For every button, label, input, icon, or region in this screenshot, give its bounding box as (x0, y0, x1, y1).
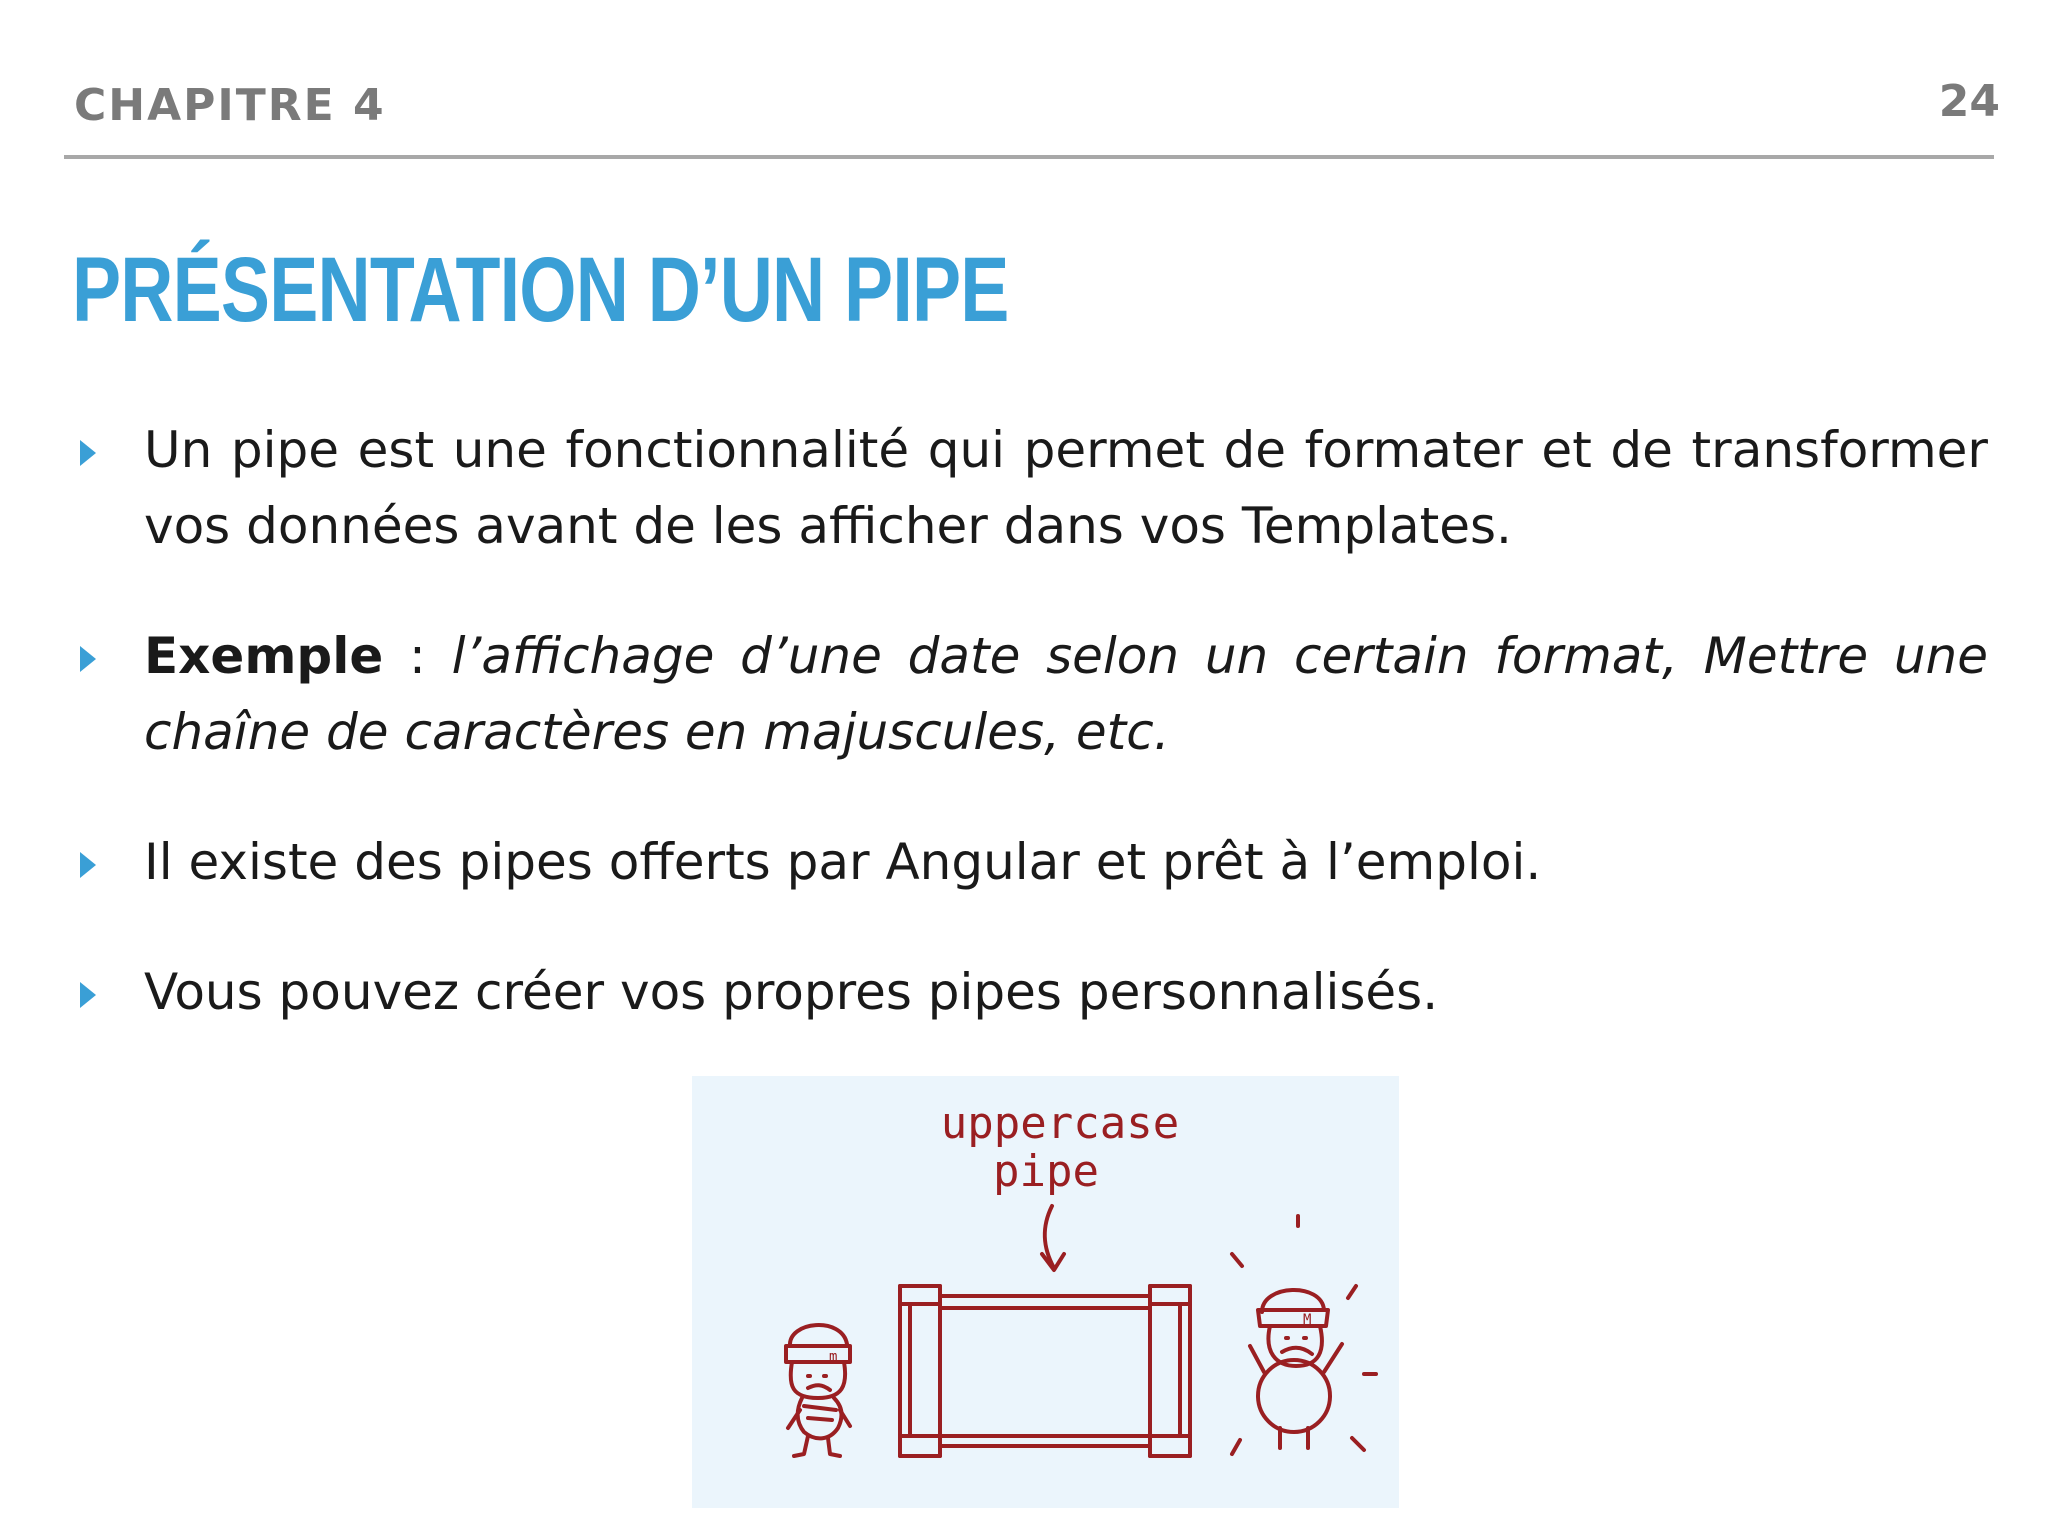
bullet-text: Vous pouvez créer vos propres pipes personnalisés. (144, 963, 1439, 1021)
big-character-drawing (1232, 1216, 1376, 1454)
triangle-bullet-icon (80, 440, 96, 466)
bullet-item-definition (74, 412, 1988, 564)
bullet-item-builtin (74, 824, 1988, 900)
pipe-drawing (900, 1286, 1190, 1456)
left-cap-letter: m (829, 1349, 838, 1365)
slide-title: PRÉSENTATION D’UN PIPE (72, 239, 1009, 341)
label-uppercase: uppercase (940, 1098, 1180, 1149)
triangle-bullet-icon (80, 646, 96, 672)
bullet-item-example (74, 618, 1988, 770)
bullet-separator: : (383, 627, 452, 685)
bullet-strong-label: Exemple (144, 627, 384, 685)
right-cap-letter: M (1303, 1312, 1312, 1328)
illustration-drawing (692, 1076, 1399, 1508)
bullet-text: Un pipe est une fonctionnalité qui permet de formater et de transformer vos données avant de les afficher dans vos Templates. (144, 421, 1988, 555)
label-pipe: pipe (993, 1146, 1099, 1197)
small-character-drawing (786, 1325, 850, 1456)
bullet-list (74, 412, 1988, 1084)
uppercase-pipe-illustration (692, 1076, 1399, 1508)
triangle-bullet-icon (80, 982, 96, 1008)
triangle-bullet-icon (80, 852, 96, 878)
bullet-text: Il existe des pipes offerts par Angular et prêt à l’emploi. (144, 833, 1542, 891)
down-arrow-icon (1042, 1206, 1064, 1270)
bullet-item-custom (74, 954, 1988, 1030)
page-number: 24 (1938, 76, 2000, 127)
bullet-italic-text: l’affichage d’une date selon un certain format, Mettre une chaîne de caractères en majuscules, etc. (144, 627, 1988, 761)
chapter-label: CHAPITRE 4 (74, 80, 386, 131)
header-divider (64, 155, 1994, 159)
